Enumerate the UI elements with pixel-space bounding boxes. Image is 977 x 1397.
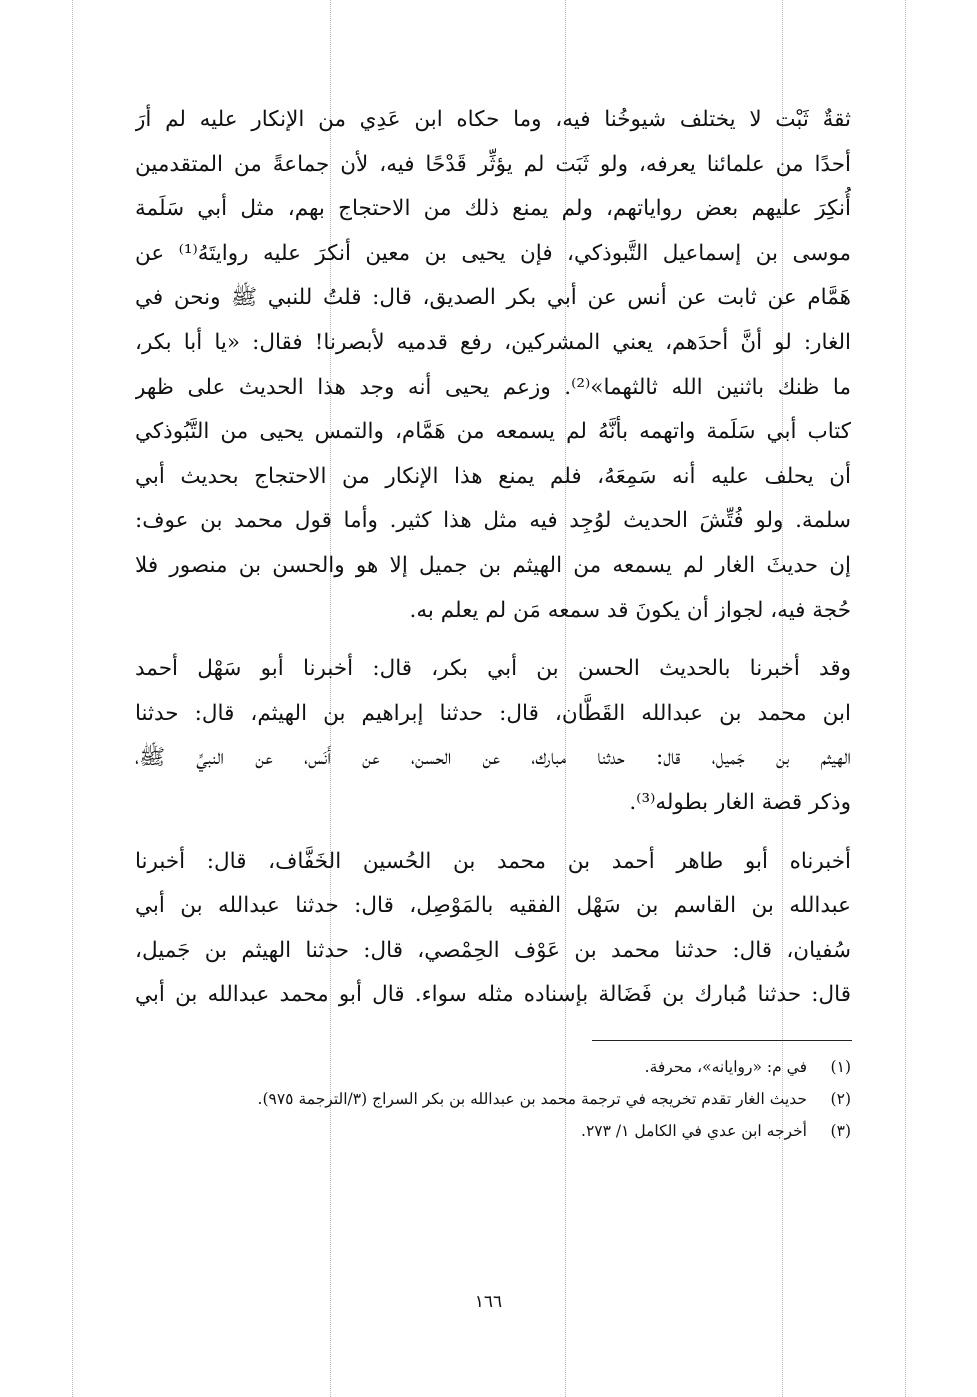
footnote-number: (١) [830, 1058, 851, 1076]
text-line: ابن محمد بن عبدالله القَطَّان، قال: حدثنا إبراهيم بن الهيثم، قال: حدثنا [135, 700, 851, 726]
scan-guide-line [905, 0, 906, 1397]
text-line: موسى بن إسماعيل التَّبوذكي، فإن يحيى بن معين أنكرَ عليه روايتَهُ⁽¹⁾ عن [135, 240, 851, 266]
paragraph-3 [135, 840, 851, 1018]
text-line: كتاب أبي سَلَمة واتهمه بأنَّهُ لم يسمعه من هَمَّام، والتمس يحيى من التَّبُوذكي [135, 419, 851, 445]
page-number: ١٦٦ [474, 1292, 503, 1312]
text-line: أخبرناه أبو طاهر أحمد بن محمد بن الحُسين الخَفَّاف، قال: أخبرنا [135, 848, 851, 874]
text-line: عبدالله بن القاسم بن سَهْل الفقيه بالمَوْصِل، قال: حدثنا عبدالله بن أبي [135, 893, 851, 919]
main-text [135, 98, 851, 1032]
text-line: أُنكِرَ عليهم بعض رواياتهم، ولم يمنع ذلك من الاحتجاج بهم، مثل أبي سَلَمة [135, 196, 851, 222]
text-line: وقد أخبرنا بالحديث الحسن بن أبي بكر، قال: أخبرنا أبو سَهْل أحمد [135, 656, 851, 682]
paragraph-2 [135, 647, 851, 825]
text-line: سلمة. ولو فُتِّشَ الحديث لوُجِد فيه مثل هذا كثير. وأما قول محمد بن عوف: [135, 508, 851, 534]
footnote [135, 1051, 851, 1083]
footnote-number: (٢) [830, 1090, 851, 1108]
footnote [135, 1115, 851, 1147]
text-line: الغار: لو أنَّ أحدَهم، يعني المشركين، رفع قدميه لأبصرنا! فقال: «يا أبا بكر، [135, 329, 851, 355]
text-line: إن حديثَ الغار لم يسمعه من الهيثم بن جميل إلا هو والحسن بن منصور فلا [135, 552, 851, 578]
text-line: أحدًا من علمائنا يعرفه، ولو ثَبَت لم يؤثِّر قَدْحًا فيه، لأن جماعةً من المتقدمين [135, 151, 851, 177]
text-line: هَمَّام عن ثابت عن أنس عن أبي بكر الصديق، قال: قلتُ للنبي ﷺ ونحن في [135, 285, 851, 311]
footnote-number: (٣) [830, 1122, 851, 1140]
footnotes [135, 1051, 851, 1147]
text-line: الهيثم بن جَميل، قال: حدثنا مبارك، عن الحسن، عن أَنَس، عن النبيِّ ﷺ، [135, 745, 851, 771]
footnote [135, 1083, 851, 1115]
text-line: وذكر قصة الغار بطوله⁽³⁾. [629, 789, 851, 815]
text-line: سُفيان، قال: حدثنا محمد بن عَوْف الحِمْصي، قال: حدثنا الهيثم بن جَميل، [135, 937, 851, 963]
text-line: ثقةٌ ثَبْت لا يختلف شيوخُنا فيه، وما حكاه ابن عَدِي من الإنكار عليه لم أرَ [135, 107, 851, 132]
footnote-text: حديث الغار تقدم تخريجه في ترجمة محمد بن عبدالله بن بكر السراج (٣/الترجمة ٩٧٥). [257, 1090, 807, 1108]
scan-guide-line [72, 0, 73, 1397]
footnote-text: أخرجه ابن عدي في الكامل ١/ ٢٧٣. [581, 1122, 807, 1140]
paragraph-1 [135, 98, 851, 633]
text-line: حُجة فيه، لجواز أن يكونَ قد سمعه مَن لم يعلم به. [409, 597, 851, 623]
footnote-text: في م: «روايانه»، محرفة. [644, 1058, 807, 1076]
text-line: قال: حدثنا مُبارك بن فَضَالة بإسناده مثله سواء. قال أبو محمد عبدالله بن أبي [135, 982, 851, 1008]
text-line: أن يحلف عليه أنه سَمِعَهُ، فلم يمنع هذا الإنكار من الاحتجاج بحديث أبي [135, 463, 851, 489]
text-line: ما ظنك باثنين الله ثالثهما»⁽²⁾. وزعم يحيى أنه وجد هذا الحديث على ظهر [135, 374, 851, 400]
footnote-divider [592, 1040, 852, 1041]
